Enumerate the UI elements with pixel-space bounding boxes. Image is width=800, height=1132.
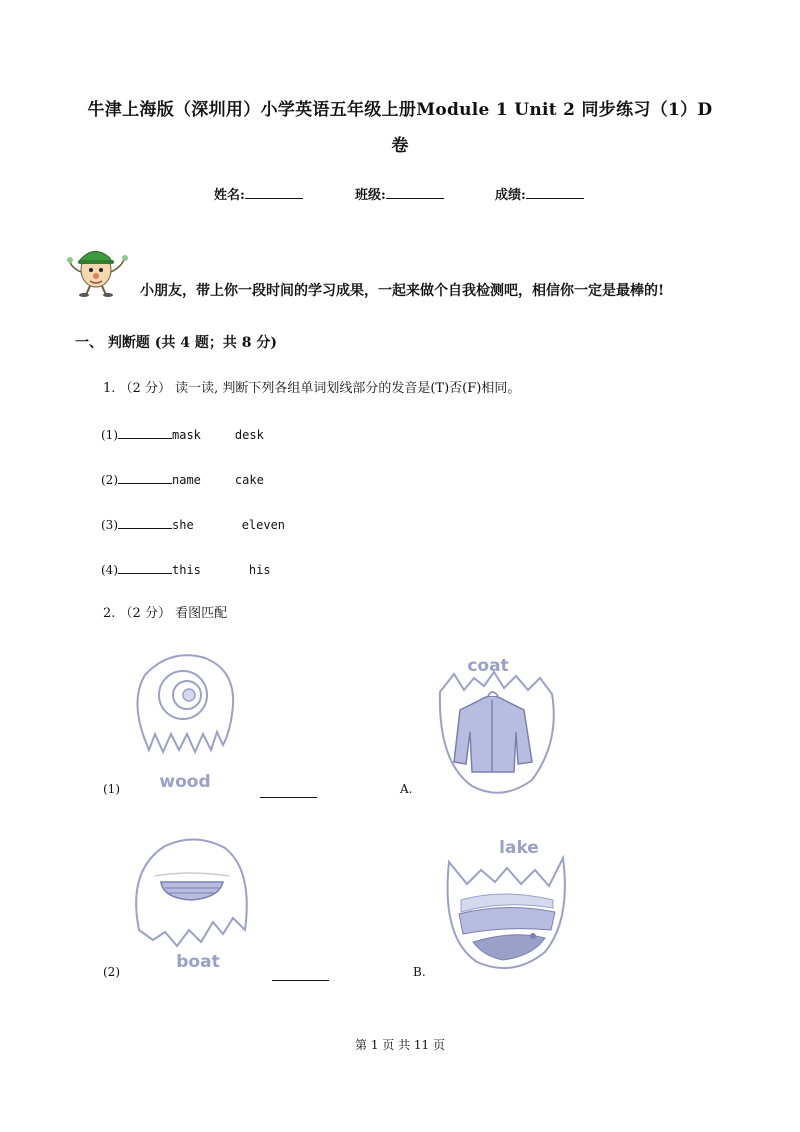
q1-item-number: (2): [101, 473, 118, 487]
question-2-stem: 2. （2 分） 看图匹配: [103, 606, 228, 621]
coat-picture: [432, 652, 562, 802]
q2-left-2-blank[interactable]: [272, 979, 329, 981]
q1-item-4: [101, 561, 271, 577]
score-field: [495, 184, 584, 203]
name-blank[interactable]: [245, 185, 303, 199]
class-field: [355, 184, 444, 203]
lake-picture: [433, 830, 578, 980]
q1-word-a: this: [172, 563, 201, 577]
lake-picture-word: lake: [499, 838, 539, 858]
section-heading: 一、 判断题 (共 4 题；共 8 分): [75, 335, 277, 351]
wood-picture: [125, 650, 245, 790]
q2-right-a-letter: A.: [400, 782, 413, 796]
q2-left-2-number: (2): [103, 965, 120, 979]
q2-left-1-number: (1): [103, 782, 120, 796]
mascot-icon: [66, 240, 132, 298]
q1-item-3: [101, 516, 285, 532]
boat-picture-word: boat: [176, 952, 220, 972]
q1-word-b: desk: [234, 428, 264, 442]
q1-item-1: [101, 426, 264, 442]
q1-answer-blank[interactable]: [118, 426, 172, 439]
q1-item-number: (1): [101, 428, 118, 442]
q1-word-a: she: [172, 518, 194, 532]
q1-word-b: his: [248, 563, 271, 577]
wood-picture-word: wood: [159, 772, 211, 790]
title-line-2: 卷: [391, 136, 409, 156]
name-label: 姓名:: [214, 188, 245, 203]
page-footer: 第 1 页 共 11 页: [355, 1038, 445, 1052]
q1-answer-blank[interactable]: [118, 516, 172, 529]
score-blank[interactable]: [526, 185, 584, 199]
coat-picture-word: coat: [467, 656, 509, 676]
q1-answer-blank[interactable]: [118, 471, 172, 484]
question-1-stem: 1. （2 分） 读一读, 判断下列各组单词划线部分的发音是(T)否(F)相同。: [103, 381, 521, 396]
boat-picture: [125, 830, 255, 975]
intro-text: 小朋友，带上你一段时间的学习成果，一起来做个自我检测吧，相信你一定是最棒的!: [140, 283, 665, 299]
q1-item-2: [101, 471, 264, 487]
class-label: 班级:: [355, 188, 386, 203]
q1-word-b: cake: [234, 473, 264, 487]
q1-item-number: (3): [101, 518, 118, 532]
title-line-1: 牛津上海版（深圳用）小学英语五年级上册Module 1 Unit 2 同步练习（1）D: [87, 100, 713, 120]
q2-right-b-letter: B.: [413, 965, 426, 979]
score-label: 成绩:: [495, 188, 526, 203]
document-title: [60, 92, 740, 164]
q1-item-number: (4): [101, 563, 118, 577]
class-blank[interactable]: [386, 185, 444, 199]
q1-word-b: eleven: [241, 518, 286, 532]
q1-word-a: name: [172, 473, 201, 487]
q1-answer-blank[interactable]: [118, 561, 172, 574]
q1-word-a: mask: [172, 428, 201, 442]
name-field: [214, 184, 303, 203]
q2-left-1-blank[interactable]: [260, 796, 317, 798]
